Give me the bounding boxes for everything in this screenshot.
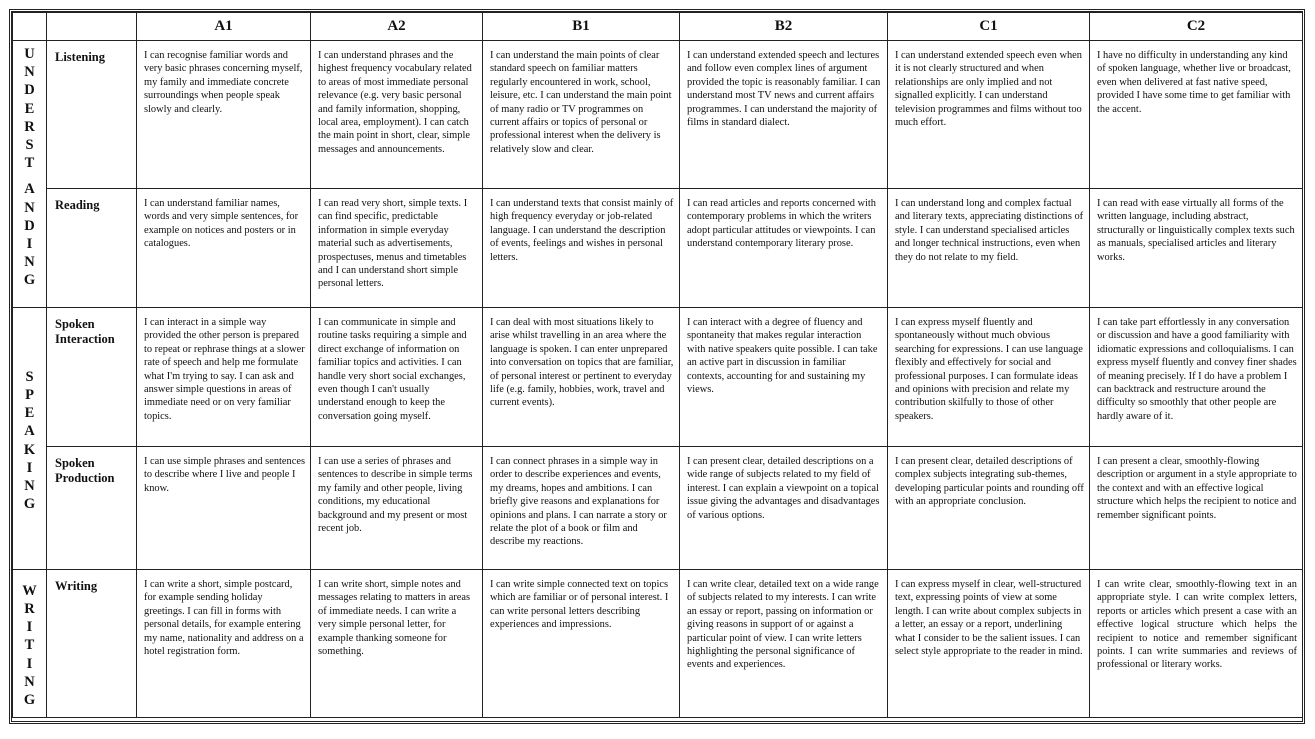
descriptor-spoken-production-c2 — [1090, 447, 1303, 570]
descriptor-text: I can understand extended speech even when it is not clearly structured and when relationships are only implied and not signalled explicitly. I can understand television programmes and films without too much effort. — [895, 50, 1082, 129]
descriptor-spoken-interaction-b2 — [680, 308, 888, 447]
descriptor-writing-a1 — [137, 570, 311, 718]
descriptor-listening-b2 — [680, 41, 888, 189]
descriptor-listening-a2 — [311, 41, 483, 189]
group-letter: G — [23, 272, 36, 289]
descriptor-text: I can understand phrases and the highest frequency vocabulary related to areas of most immediate personal relevance (e.g. very basic personal and family information, shopping, local area, employment). I can catch the main point in short, clear, simple messages and announcements. — [318, 50, 472, 155]
descriptor-text: I can read articles and reports concerned with contemporary problems in which the writers adopt particular attitudes or viewpoints. I can understand contemporary literary prose. — [687, 198, 876, 250]
level-header-b2: B2 — [680, 13, 888, 41]
descriptor-spoken-interaction-b1 — [483, 308, 680, 447]
group-letter: T — [24, 155, 35, 172]
group-letter: P — [25, 386, 34, 403]
descriptor-spoken-production-a2 — [311, 447, 483, 570]
group-letter: I — [26, 459, 33, 476]
descriptor-text: I can read very short, simple texts. I can find specific, predictable information in simple everyday material such as advertisements, prospectuses, menus and timetables and I can understand short simple personal letters. — [318, 198, 468, 290]
group-letter: I — [26, 236, 33, 253]
group-letter: N — [24, 254, 35, 271]
descriptor-reading-a2 — [311, 189, 483, 308]
descriptor-text: I can write a short, simple postcard, for example sending holiday greetings. I can fill in forms with personal details, for example entering my name, nationality and address on a hotel registration form. — [144, 579, 304, 658]
group-letter: N — [24, 477, 35, 494]
descriptor-text: I can deal with most situations likely to arise whilst travelling in an area where the language is spoken. I can enter unprepared into conversation on topics that are familiar, of personal interest or pertinent to everyday life (e.g. family, hobbies, work, travel and current events). — [490, 317, 674, 409]
descriptor-reading-c1 — [888, 189, 1090, 308]
row-reading — [13, 189, 1303, 308]
skill-label-spoken-interaction: Spoken Interaction — [47, 308, 137, 447]
descriptor-writing-a2 — [311, 570, 483, 718]
descriptor-text: I can take part effortlessly in any conversation or discussion and have a good familiarity with idiomatic expressions and colloquialisms. I can express myself fluently and convey finer shades of meaning precisely. If I do have a problem I can backtrack and restructure around the difficulty so smoothly that other people are hardly aware of it. — [1097, 317, 1297, 422]
corner-cell — [13, 13, 47, 41]
group-label-speaking — [13, 308, 47, 570]
descriptor-text: I can express myself in clear, well-structured text, expressing points of view at some length. I can write about complex subjects in a letter, an essay or a report, underlining what I consider to be the salient issues. I can select style appropriate to the reader in mind. — [895, 579, 1083, 658]
descriptor-text: I can understand texts that consist mainly of high frequency everyday or job-related language. I can understand the description of events, feelings and wishes in personal letters. — [490, 198, 674, 263]
descriptor-text: I can write clear, detailed text on a wide range of subjects related to my interests. I can write an essay or report, passing on information or giving reasons in support of or against a particular point of view. I can write letters highlighting the personal significance of events and experiences. — [687, 579, 879, 671]
descriptor-writing-b2 — [680, 570, 888, 718]
descriptor-spoken-production-b2 — [680, 447, 888, 570]
descriptor-spoken-interaction-a2 — [311, 308, 483, 447]
descriptor-text: I can present clear, detailed descriptions on a wide range of subjects related to my field of interest. I can explain a viewpoint on a topical issue giving the advantages and disadvantages of various options. — [687, 456, 880, 521]
descriptor-spoken-production-a1 — [137, 447, 311, 570]
descriptor-spoken-interaction-c2 — [1090, 308, 1303, 447]
descriptor-listening-c2 — [1090, 41, 1303, 189]
descriptor-reading-a1 — [137, 189, 311, 308]
descriptor-text: I can read with ease virtually all forms of the written language, including abstract, structurally or linguistically complex texts such as manuals, specialised articles and literary works. — [1097, 198, 1295, 263]
group-letter: A — [24, 423, 35, 440]
descriptor-writing-c1 — [888, 570, 1090, 718]
group-letter: W — [22, 582, 37, 599]
group-letter-gap — [13, 172, 46, 180]
group-label-understanding — [13, 41, 47, 308]
descriptor-spoken-production-c1 — [888, 447, 1090, 570]
descriptor-listening-a1 — [137, 41, 311, 189]
descriptor-text: I can use simple phrases and sentences to describe where I live and people I know. — [144, 456, 305, 494]
descriptor-text: I can write simple connected text on topics which are familiar or of personal interest. I can write personal letters describing experiences and impressions. — [490, 579, 669, 631]
group-letter: N — [24, 64, 35, 81]
group-letter: G — [23, 692, 36, 708]
descriptor-writing-c2 — [1090, 570, 1303, 718]
row-listening — [13, 41, 1303, 189]
descriptor-text: I can communicate in simple and routine tasks requiring a simple and direct exchange of information on familiar topics and activities. I can handle very short social exchanges, even though I can't usually understand enough to keep the conversation going myself. — [318, 317, 467, 422]
descriptor-text: I can write clear, smoothly-flowing text in an appropriate style. I can write complex letters, reports or articles which present a case with an effective logical structure which helps the recipient to notice and remember significant points. I can write summaries and reviews of professional or literary works. — [1097, 579, 1297, 671]
group-letter: I — [26, 655, 33, 672]
group-letter: D — [24, 82, 35, 99]
descriptor-text: I can understand extended speech and lectures and follow even complex lines of argument provided the topic is reasonably familiar. I can understand most TV news and current affairs programmes. I can understand the majority of films in standard dialect. — [687, 50, 881, 129]
skill-header-cell — [47, 13, 137, 41]
group-label-writing — [13, 570, 47, 718]
descriptor-writing-b1 — [483, 570, 680, 718]
group-letter: R — [24, 600, 35, 617]
group-letter: S — [25, 368, 34, 385]
descriptor-text: I can recognise familiar words and very basic phrases concerning myself, my family and immediate concrete surroundings when people speak slowly and clearly. — [144, 50, 303, 115]
descriptor-text: I can connect phrases in a simple way in order to describe experiences and events, my dreams, hopes and ambitions. I can briefly give reasons and explanations for opinions and plans. I can narrate a story or relate the plot of a book or film and describe my reactions. — [490, 456, 667, 548]
descriptor-listening-b1 — [483, 41, 680, 189]
skill-label-reading: Reading — [47, 189, 137, 308]
descriptor-text: I can use a series of phrases and sentences to describe in simple terms my family and other people, living conditions, my educational background and my present or most recent job. — [318, 456, 473, 535]
group-letter: D — [24, 217, 35, 234]
group-letter: E — [24, 405, 35, 422]
descriptor-text: I can understand familiar names, words and very simple sentences, for example on notices and posters or in catalogues. — [144, 198, 299, 250]
descriptor-text: I can interact with a degree of fluency and spontaneity that makes regular interaction with native speakers quite possible. I can take an active part in discussion in familiar contexts, accounting for and sustaining my views. — [687, 317, 878, 396]
descriptor-text: I can interact in a simple way provided the other person is prepared to repeat or rephrase things at a slower rate of speech and help me formulate what I'm trying to say. I can ask and answer simple questions in areas of immediate need or on very familiar topics. — [144, 317, 305, 422]
skill-label-spoken-production: Spoken Production — [47, 447, 137, 570]
group-letter: U — [24, 46, 35, 62]
row-spoken-production — [13, 447, 1303, 570]
descriptor-text: I can write short, simple notes and messages relating to matters in areas of immediate needs. I can write a very simple personal letter, for example thanking someone for something. — [318, 579, 471, 658]
descriptor-spoken-production-b1 — [483, 447, 680, 570]
descriptor-listening-c1 — [888, 41, 1090, 189]
level-header-a2: A2 — [311, 13, 483, 41]
group-letter: G — [23, 496, 36, 513]
group-letter: T — [24, 637, 35, 654]
row-writing — [13, 570, 1303, 718]
level-header-a1: A1 — [137, 13, 311, 41]
descriptor-reading-b2 — [680, 189, 888, 308]
skill-label-writing: Writing — [47, 570, 137, 718]
group-letter: E — [24, 100, 35, 117]
cefr-self-assessment-grid — [12, 12, 1303, 718]
descriptor-reading-b1 — [483, 189, 680, 308]
group-letter: A — [24, 181, 35, 198]
level-header-c1: C1 — [888, 13, 1090, 41]
descriptor-text: I can understand the main points of clear standard speech on familiar matters regularly encountered in work, school, leisure, etc. I can understand the main point of many radio or TV programmes on current affairs or topics of personal or professional interest when the delivery is relatively slow and clear. — [490, 50, 672, 155]
group-letter: N — [24, 199, 35, 216]
descriptor-text: I can understand long and complex factual and literary texts, appreciating distinctions of style. I can understand specialised articles and longer technical instructions, even when they do not relate to my field. — [895, 198, 1084, 263]
descriptor-spoken-interaction-a1 — [137, 308, 311, 447]
descriptor-spoken-interaction-c1 — [888, 308, 1090, 447]
descriptor-text: I can express myself fluently and spontaneously without much obvious searching for expressions. I can use language flexibly and effectively for social and professional purposes. I can formulate ideas and opinions with precision and relate my contribution skilfully to those of other speakers. — [895, 317, 1083, 422]
level-header-c2: C2 — [1090, 13, 1303, 41]
group-letter: S — [25, 137, 34, 154]
descriptor-reading-c2 — [1090, 189, 1303, 308]
row-spoken-interaction — [13, 308, 1303, 447]
group-letter: R — [24, 118, 35, 135]
level-header-b1: B1 — [483, 13, 680, 41]
group-letter: N — [24, 673, 35, 690]
group-letter: I — [26, 619, 33, 636]
descriptor-text: I can present clear, detailed descriptions of complex subjects integrating sub-themes, developing particular points and rounding off with an appropriate conclusion. — [895, 456, 1084, 508]
descriptor-text: I can present a clear, smoothly-flowing description or argument in a style appropriate to the context and with an effective logical structure which helps the recipient to notice and remember significant points. — [1097, 456, 1297, 521]
group-letter: K — [23, 441, 36, 458]
header-row — [13, 13, 1303, 41]
skill-label-listening: Listening — [47, 41, 137, 189]
descriptor-text: I have no difficulty in understanding any kind of spoken language, whether live or broadcast, even when delivered at fast native speed, provided I have some time to get familiar with the accent. — [1097, 50, 1291, 115]
